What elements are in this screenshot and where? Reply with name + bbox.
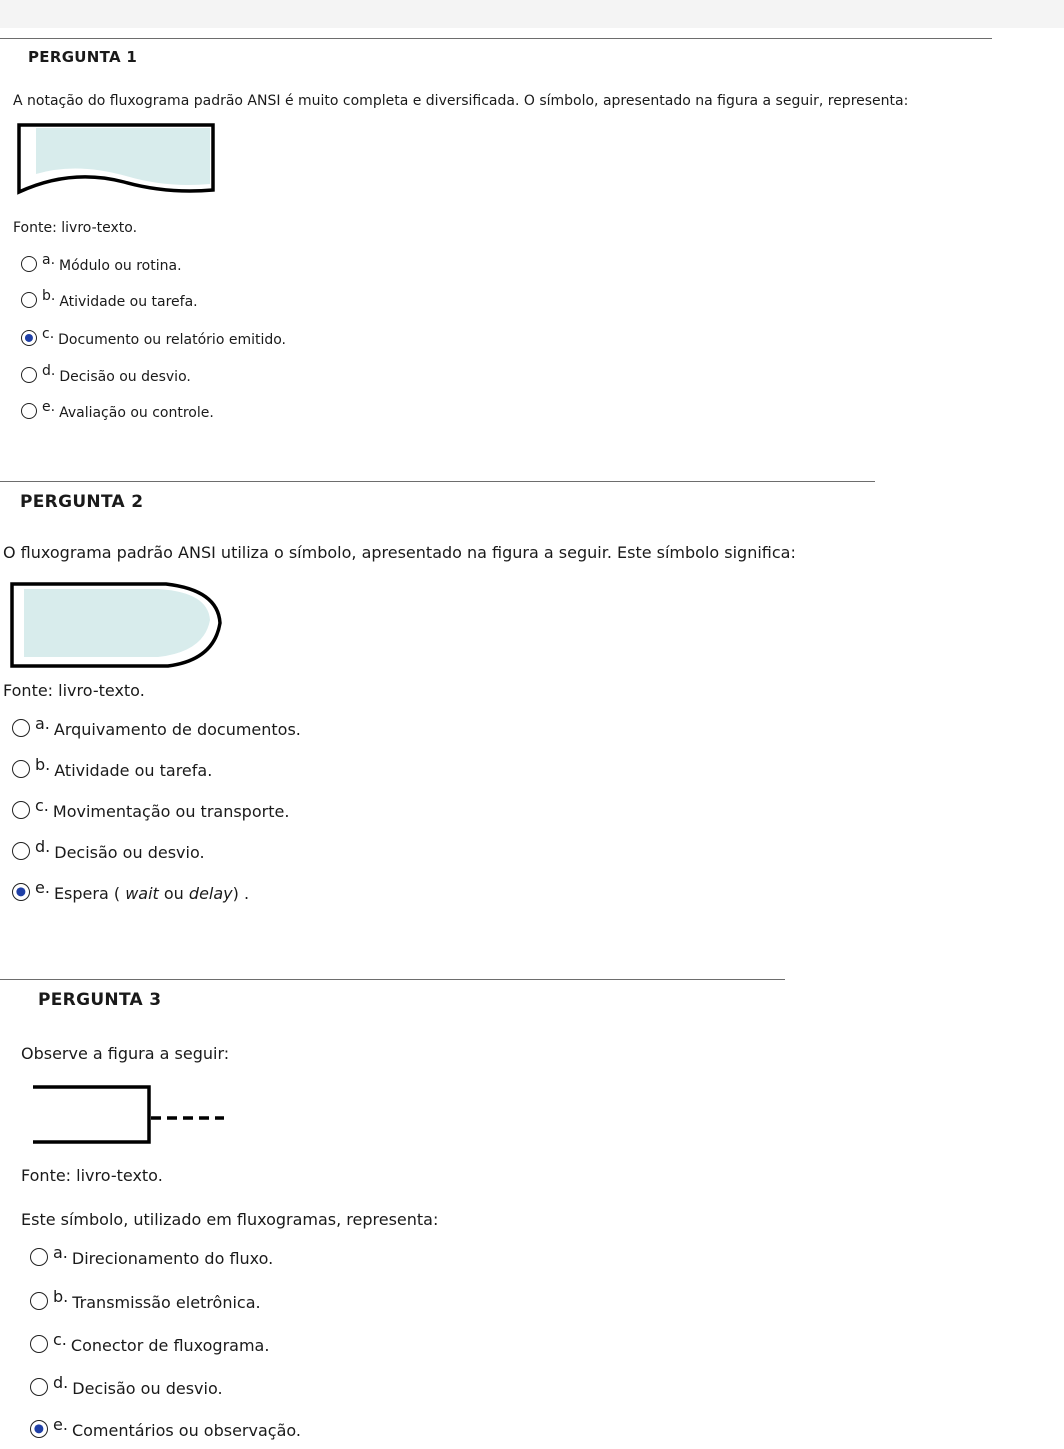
top-bar [0,0,1064,28]
option-letter: e. [53,1415,68,1434]
radio-button[interactable] [21,403,37,419]
option-text-wait: wait [125,884,159,903]
radio-button[interactable] [30,1292,48,1310]
annotation-symbol-figure [30,1084,230,1148]
radio-button[interactable] [21,292,37,308]
radio-button[interactable] [30,1378,48,1396]
option-text: Direcionamento do fluxo. [71,1249,274,1268]
option-text: Avaliação ou controle. [59,405,214,421]
option-letter: a. [53,1243,68,1262]
question-2-option-b[interactable] [12,755,213,780]
option-letter: b. [53,1287,69,1306]
question-1-title: PERGUNTA 1 [28,48,138,66]
option-letter: b. [42,288,56,304]
question-3-prompt: Este símbolo, utilizado em fluxogramas, representa: [21,1210,439,1229]
radio-button[interactable] [30,1248,48,1266]
document-symbol-figure [16,122,218,196]
option-text-mid: ou [158,884,189,903]
radio-button-selected[interactable] [12,883,30,901]
option-text: Decisão ou desvio. [54,843,205,862]
option-letter: e. [42,399,56,415]
option-text-suffix: ) . [232,884,250,903]
radio-button[interactable] [21,256,37,272]
question-3-source: Fonte: livro-texto. [21,1166,163,1185]
option-text: Transmissão eletrônica. [72,1293,261,1312]
option-text: Decisão ou desvio. [59,369,191,385]
radio-button[interactable] [12,801,30,819]
question-1-option-c[interactable] [21,326,287,348]
radio-button-selected[interactable] [30,1420,48,1438]
option-letter: d. [42,363,56,379]
option-text: Atividade ou tarefa. [59,294,198,310]
option-letter: c. [42,326,55,342]
option-letter: b. [35,755,51,774]
radio-button-selected[interactable] [21,330,37,346]
option-letter: d. [53,1373,69,1392]
question-3-title: PERGUNTA 3 [38,990,162,1010]
question-1-option-d[interactable] [21,363,191,385]
question-3-option-b[interactable] [30,1287,261,1312]
option-text-delay: delay [188,884,233,903]
delay-symbol-figure [8,580,226,672]
question-1-option-e[interactable] [21,399,214,421]
radio-button[interactable] [30,1335,48,1353]
question-2-option-e[interactable] [12,878,250,903]
annotation-bracket [33,1087,149,1142]
option-text: Atividade ou tarefa. [54,761,213,780]
option-text: Arquivamento de documentos. [53,720,301,739]
option-letter: a. [35,714,50,733]
option-text: Documento ou relatório emitido. [58,332,287,348]
delay-symbol-fill [24,589,210,657]
question-2-option-a[interactable] [12,714,301,739]
option-text: Conector de fluxograma. [70,1336,270,1355]
question-2-text: O fluxograma padrão ANSI utiliza o símbolo, apresentado na figura a seguir. Este símbolo significa: [3,543,796,562]
question-1-option-a[interactable] [21,252,182,274]
question-3-option-c[interactable] [30,1330,270,1355]
radio-button[interactable] [21,367,37,383]
option-text: Decisão ou desvio. [72,1379,223,1398]
question-2-option-c[interactable] [12,796,290,821]
document-symbol-fill [36,128,210,185]
question-2-source: Fonte: livro-texto. [3,681,145,700]
question-1-option-b[interactable] [21,288,198,310]
option-letter: e. [35,878,50,897]
question-2-divider [0,481,875,482]
radio-button[interactable] [12,842,30,860]
option-letter: c. [35,796,49,815]
question-1-divider [0,38,992,39]
question-2-option-d[interactable] [12,837,205,862]
radio-button[interactable] [12,719,30,737]
option-text-prefix: Espera ( [53,884,126,903]
question-2-title: PERGUNTA 2 [20,492,144,512]
option-text: Comentários ou observação. [71,1421,301,1440]
question-3-option-e[interactable] [30,1415,301,1440]
option-text: Módulo ou rotina. [59,258,182,274]
question-3-option-d[interactable] [30,1373,223,1398]
question-3-text: Observe a figura a seguir: [21,1044,230,1063]
option-letter: d. [35,837,51,856]
option-letter: c. [53,1330,67,1349]
option-letter: a. [42,252,56,268]
option-text: Movimentação ou transporte. [52,802,290,821]
option-text [54,884,249,903]
radio-button[interactable] [12,760,30,778]
question-1-source: Fonte: livro-texto. [13,220,138,236]
question-1-text: A notação do fluxograma padrão ANSI é muito completa e diversificada. O símbolo, apresentado na figura a seguir, representa: [13,93,909,109]
question-3-divider [0,979,785,980]
question-3-option-a[interactable] [30,1243,274,1268]
